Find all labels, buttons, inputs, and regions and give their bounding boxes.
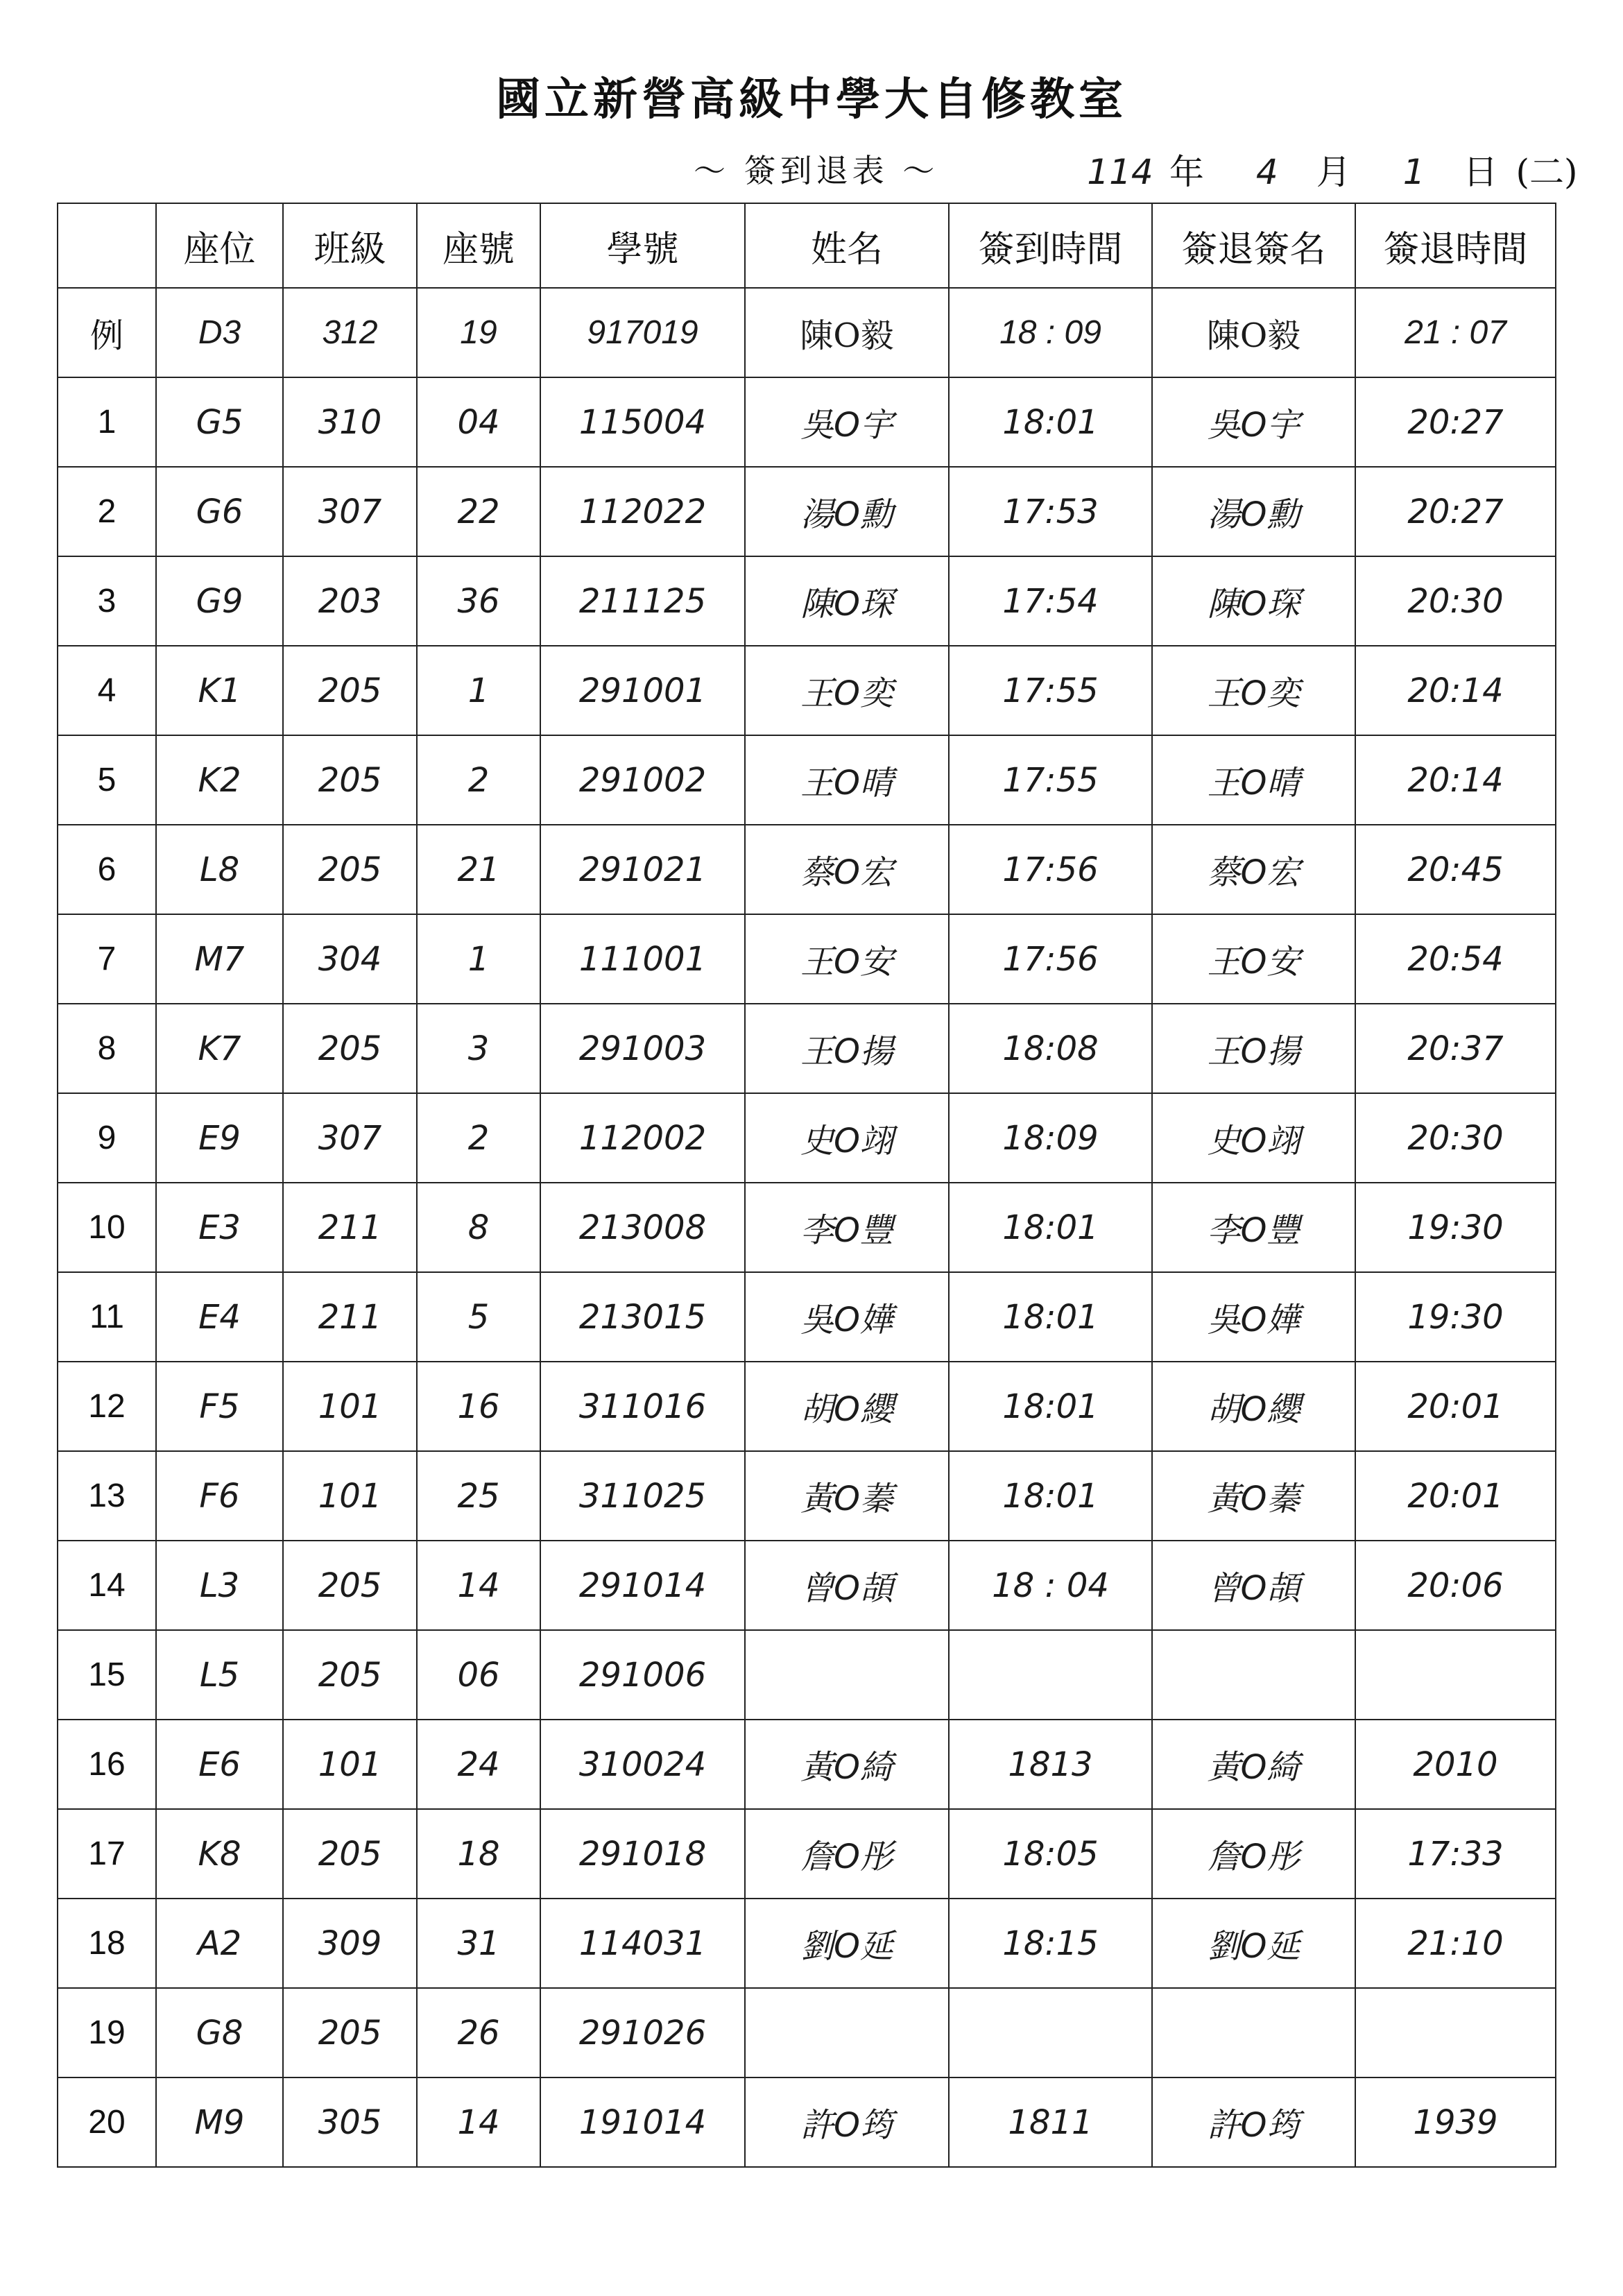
row-index: 5 — [58, 735, 156, 825]
seat-cell: E6 — [156, 1720, 283, 1809]
signin-time-cell: 17:56 — [949, 914, 1152, 1004]
seat-cell: M9 — [156, 2077, 283, 2167]
signout-time-cell — [1355, 1988, 1556, 2077]
student-id-cell: 112002 — [540, 1093, 745, 1183]
student-id-cell: 291003 — [540, 1004, 745, 1093]
seat-cell: K7 — [156, 1004, 283, 1093]
name-cell: 陳O毅 — [745, 288, 949, 377]
page-title: 國立新營高級中學大自修教室 — [496, 74, 1127, 126]
signin-time-cell: 18:01 — [949, 1272, 1152, 1362]
signout-signature-cell: 詹O彤 — [1152, 1809, 1355, 1899]
class-cell: 205 — [283, 646, 417, 735]
signout-time-cell: 20:01 — [1355, 1362, 1556, 1451]
signout-signature-cell: 陳O毅 — [1152, 288, 1355, 377]
name-cell: 王O晴 — [745, 735, 949, 825]
student-id-cell: 213015 — [540, 1272, 745, 1362]
class-cell: 205 — [283, 1541, 417, 1630]
student-id-cell: 291021 — [540, 825, 745, 914]
signout-time-cell: 20:27 — [1355, 377, 1556, 467]
seat-number-cell: 06 — [417, 1630, 540, 1720]
signout-time-cell: 20:14 — [1355, 646, 1556, 735]
seat-cell: E4 — [156, 1272, 283, 1362]
row-index: 15 — [58, 1630, 156, 1720]
row-index: 9 — [58, 1093, 156, 1183]
signout-time-cell: 20:54 — [1355, 914, 1556, 1004]
signin-time-cell: 18:15 — [949, 1899, 1152, 1988]
signout-signature-cell: 李O豐 — [1152, 1183, 1355, 1272]
signout-time-cell: 21:10 — [1355, 1899, 1556, 1988]
seat-cell: F5 — [156, 1362, 283, 1451]
date-year-unit: 年 — [1169, 152, 1204, 192]
header-signin-time: 簽到時間 — [949, 203, 1152, 288]
row-index: 13 — [58, 1451, 156, 1541]
row-index: 6 — [58, 825, 156, 914]
seat-number-cell: 25 — [417, 1451, 540, 1541]
signout-time-cell: 20:30 — [1355, 1093, 1556, 1183]
seat-number-cell: 22 — [417, 467, 540, 556]
class-cell: 205 — [283, 735, 417, 825]
table-row — [58, 735, 1556, 825]
row-index: 10 — [58, 1183, 156, 1272]
student-id-cell: 291006 — [540, 1630, 745, 1720]
student-id-cell: 291014 — [540, 1541, 745, 1630]
class-cell: 211 — [283, 1183, 417, 1272]
name-cell: 吳O嬅 — [745, 1272, 949, 1362]
signout-signature-cell: 吳O嬅 — [1152, 1272, 1355, 1362]
seat-cell: G9 — [156, 556, 283, 646]
name-cell: 李O豐 — [745, 1183, 949, 1272]
row-index: 4 — [58, 646, 156, 735]
student-id-cell: 211125 — [540, 556, 745, 646]
date-year: 114 — [1087, 152, 1153, 192]
seat-number-cell: 26 — [417, 1988, 540, 2077]
header-signout-signature: 簽退簽名 — [1152, 203, 1355, 288]
signin-time-cell: 1811 — [949, 2077, 1152, 2167]
seat-number-cell: 04 — [417, 377, 540, 467]
class-cell: 205 — [283, 1809, 417, 1899]
row-index: 19 — [58, 1988, 156, 2077]
signin-time-cell: 18:01 — [949, 1362, 1152, 1451]
seat-number-cell: 3 — [417, 1004, 540, 1093]
seat-number-cell: 5 — [417, 1272, 540, 1362]
signin-time-cell — [949, 1630, 1152, 1720]
header-index — [58, 203, 156, 288]
row-index: 18 — [58, 1899, 156, 1988]
seat-cell: L3 — [156, 1541, 283, 1630]
name-cell: 許O筠 — [745, 2077, 949, 2167]
signout-time-cell: 17:33 — [1355, 1809, 1556, 1899]
signout-signature-cell: 史O翊 — [1152, 1093, 1355, 1183]
name-cell: 陳O琛 — [745, 556, 949, 646]
signout-signature-cell — [1152, 1988, 1355, 2077]
name-cell: 劉O延 — [745, 1899, 949, 1988]
signout-signature-cell: 胡O纓 — [1152, 1362, 1355, 1451]
student-id-cell: 917019 — [540, 288, 745, 377]
student-id-cell: 115004 — [540, 377, 745, 467]
signout-signature-cell: 許O筠 — [1152, 2077, 1355, 2167]
name-cell: 黃O綺 — [745, 1720, 949, 1809]
signout-time-cell: 20:45 — [1355, 825, 1556, 914]
signout-time-cell: 20:14 — [1355, 735, 1556, 825]
table-row — [58, 1720, 1556, 1809]
student-id-cell: 291026 — [540, 1988, 745, 2077]
name-cell: 詹O彤 — [745, 1809, 949, 1899]
class-cell: 305 — [283, 2077, 417, 2167]
table-row — [58, 1183, 1556, 1272]
name-cell: 蔡O宏 — [745, 825, 949, 914]
table-row — [58, 646, 1556, 735]
row-index: 11 — [58, 1272, 156, 1362]
signin-time-cell: 17:53 — [949, 467, 1152, 556]
signout-signature-cell: 蔡O宏 — [1152, 825, 1355, 914]
table-row — [58, 1093, 1556, 1183]
seat-number-cell: 24 — [417, 1720, 540, 1809]
seat-number-cell: 1 — [417, 646, 540, 735]
date-month-unit: 月 — [1316, 152, 1351, 192]
row-index: 17 — [58, 1809, 156, 1899]
header-student-id: 學號 — [540, 203, 745, 288]
table-row — [58, 914, 1556, 1004]
class-cell: 307 — [283, 1093, 417, 1183]
signout-signature-cell: 王O安 — [1152, 914, 1355, 1004]
seat-cell: K1 — [156, 646, 283, 735]
signout-signature-cell: 吳O宇 — [1152, 377, 1355, 467]
name-cell — [745, 1988, 949, 2077]
signin-time-cell: 17:54 — [949, 556, 1152, 646]
header-name: 姓名 — [745, 203, 949, 288]
header-class: 班級 — [283, 203, 417, 288]
table-row — [58, 556, 1556, 646]
signin-time-cell: 18 : 04 — [949, 1541, 1152, 1630]
class-cell: 309 — [283, 1899, 417, 1988]
class-cell: 205 — [283, 1630, 417, 1720]
date-weekday: (二) — [1515, 152, 1578, 192]
row-index: 16 — [58, 1720, 156, 1809]
signin-time-cell: 18 : 09 — [949, 288, 1152, 377]
seat-number-cell: 2 — [417, 735, 540, 825]
table-header-row — [58, 203, 1556, 288]
class-cell: 205 — [283, 1004, 417, 1093]
signin-time-cell: 17:55 — [949, 646, 1152, 735]
signout-signature-cell — [1152, 1630, 1355, 1720]
seat-cell: E3 — [156, 1183, 283, 1272]
name-cell: 曾O頡 — [745, 1541, 949, 1630]
row-index: 例 — [58, 288, 156, 377]
seat-cell: K2 — [156, 735, 283, 825]
row-index: 1 — [58, 377, 156, 467]
seat-number-cell: 31 — [417, 1899, 540, 1988]
signout-time-cell: 20:01 — [1355, 1451, 1556, 1541]
signin-time-cell: 18:01 — [949, 1451, 1152, 1541]
name-cell: 湯O勳 — [745, 467, 949, 556]
seat-number-cell: 36 — [417, 556, 540, 646]
date-line — [1082, 144, 1578, 194]
seat-number-cell: 19 — [417, 288, 540, 377]
name-cell: 黃O蓁 — [745, 1451, 949, 1541]
seat-cell: G8 — [156, 1988, 283, 2077]
signout-signature-cell: 陳O琛 — [1152, 556, 1355, 646]
student-id-cell: 311025 — [540, 1451, 745, 1541]
signin-time-cell: 18:05 — [949, 1809, 1152, 1899]
signout-signature-cell: 王O晴 — [1152, 735, 1355, 825]
signout-signature-cell: 劉O延 — [1152, 1899, 1355, 1988]
seat-cell: M7 — [156, 914, 283, 1004]
signout-time-cell: 1939 — [1355, 2077, 1556, 2167]
seat-number-cell: 16 — [417, 1362, 540, 1451]
table-row — [58, 1272, 1556, 1362]
table-row — [58, 1451, 1556, 1541]
seat-number-cell: 2 — [417, 1093, 540, 1183]
class-cell: 211 — [283, 1272, 417, 1362]
signin-time-cell: 18:08 — [949, 1004, 1152, 1093]
seat-cell: F6 — [156, 1451, 283, 1541]
row-index: 7 — [58, 914, 156, 1004]
student-id-cell: 310024 — [540, 1720, 745, 1809]
student-id-cell: 213008 — [540, 1183, 745, 1272]
class-cell: 205 — [283, 825, 417, 914]
student-id-cell: 311016 — [540, 1362, 745, 1451]
name-cell: 王O奕 — [745, 646, 949, 735]
signout-signature-cell: 黃O綺 — [1152, 1720, 1355, 1809]
table-row — [58, 1899, 1556, 1988]
student-id-cell: 191014 — [540, 2077, 745, 2167]
signin-time-cell — [949, 1988, 1152, 2077]
seat-cell: L8 — [156, 825, 283, 914]
name-cell: 史O翊 — [745, 1093, 949, 1183]
student-id-cell: 111001 — [540, 914, 745, 1004]
signout-time-cell: 20:37 — [1355, 1004, 1556, 1093]
signin-time-cell: 18:01 — [949, 377, 1152, 467]
name-cell: 王O安 — [745, 914, 949, 1004]
table-row — [58, 1630, 1556, 1720]
class-cell: 307 — [283, 467, 417, 556]
seat-number-cell: 8 — [417, 1183, 540, 1272]
table-row — [58, 377, 1556, 467]
date-day: 1 — [1402, 152, 1425, 192]
signout-signature-cell: 曾O頡 — [1152, 1541, 1355, 1630]
student-id-cell: 112022 — [540, 467, 745, 556]
table-row — [58, 825, 1556, 914]
signout-time-cell: 20:27 — [1355, 467, 1556, 556]
signout-time-cell: 20:30 — [1355, 556, 1556, 646]
class-cell: 203 — [283, 556, 417, 646]
class-cell: 304 — [283, 914, 417, 1004]
signout-time-cell: 20:06 — [1355, 1541, 1556, 1630]
class-cell: 101 — [283, 1362, 417, 1451]
signin-time-cell: 17:56 — [949, 825, 1152, 914]
signout-signature-cell: 黃O蓁 — [1152, 1451, 1355, 1541]
name-cell — [745, 1630, 949, 1720]
signin-time-cell: 18:01 — [949, 1183, 1152, 1272]
signout-signature-cell: 王O奕 — [1152, 646, 1355, 735]
name-cell: 王O揚 — [745, 1004, 949, 1093]
page-subtitle: ～ 簽到退表 ～ — [694, 152, 939, 189]
table-body — [58, 288, 1556, 2167]
class-cell: 312 — [283, 288, 417, 377]
seat-cell: G6 — [156, 467, 283, 556]
name-cell: 吳O宇 — [745, 377, 949, 467]
row-index: 2 — [58, 467, 156, 556]
student-id-cell: 114031 — [540, 1899, 745, 1988]
table-row — [58, 1809, 1556, 1899]
row-index: 20 — [58, 2077, 156, 2167]
header-seat: 座位 — [156, 203, 283, 288]
example-row — [58, 288, 1556, 377]
signout-time-cell: 21 : 07 — [1355, 288, 1556, 377]
seat-cell: K8 — [156, 1809, 283, 1899]
student-id-cell: 291018 — [540, 1809, 745, 1899]
student-id-cell: 291002 — [540, 735, 745, 825]
row-index: 8 — [58, 1004, 156, 1093]
seat-number-cell: 14 — [417, 2077, 540, 2167]
seat-cell: D3 — [156, 288, 283, 377]
signout-signature-cell: 王O揚 — [1152, 1004, 1355, 1093]
row-index: 3 — [58, 556, 156, 646]
signout-time-cell: 19:30 — [1355, 1183, 1556, 1272]
class-cell: 101 — [283, 1720, 417, 1809]
name-cell: 胡O纓 — [745, 1362, 949, 1451]
row-index: 12 — [58, 1362, 156, 1451]
seat-number-cell: 1 — [417, 914, 540, 1004]
class-cell: 310 — [283, 377, 417, 467]
seat-number-cell: 18 — [417, 1809, 540, 1899]
table-row — [58, 467, 1556, 556]
signin-time-cell: 1813 — [949, 1720, 1152, 1809]
signin-table — [57, 203, 1556, 2168]
seat-cell: E9 — [156, 1093, 283, 1183]
table-row — [58, 1988, 1556, 2077]
student-id-cell: 291001 — [540, 646, 745, 735]
date-month: 4 — [1255, 152, 1278, 192]
row-index: 14 — [58, 1541, 156, 1630]
table-row — [58, 1004, 1556, 1093]
header-signout-time: 簽退時間 — [1355, 203, 1556, 288]
seat-cell: A2 — [156, 1899, 283, 1988]
class-cell: 101 — [283, 1451, 417, 1541]
seat-cell: G5 — [156, 377, 283, 467]
class-cell: 205 — [283, 1988, 417, 2077]
table-row — [58, 2077, 1556, 2167]
table-row — [58, 1541, 1556, 1630]
signout-signature-cell: 湯O勳 — [1152, 467, 1355, 556]
header-seat-number: 座號 — [417, 203, 540, 288]
seat-number-cell: 21 — [417, 825, 540, 914]
signin-time-cell: 18:09 — [949, 1093, 1152, 1183]
signin-time-cell: 17:55 — [949, 735, 1152, 825]
signout-time-cell — [1355, 1630, 1556, 1720]
seat-cell: L5 — [156, 1630, 283, 1720]
seat-number-cell: 14 — [417, 1541, 540, 1630]
signout-time-cell: 19:30 — [1355, 1272, 1556, 1362]
signout-time-cell: 2010 — [1355, 1720, 1556, 1809]
date-day-unit: 日 — [1463, 152, 1498, 192]
table-row — [58, 1362, 1556, 1451]
